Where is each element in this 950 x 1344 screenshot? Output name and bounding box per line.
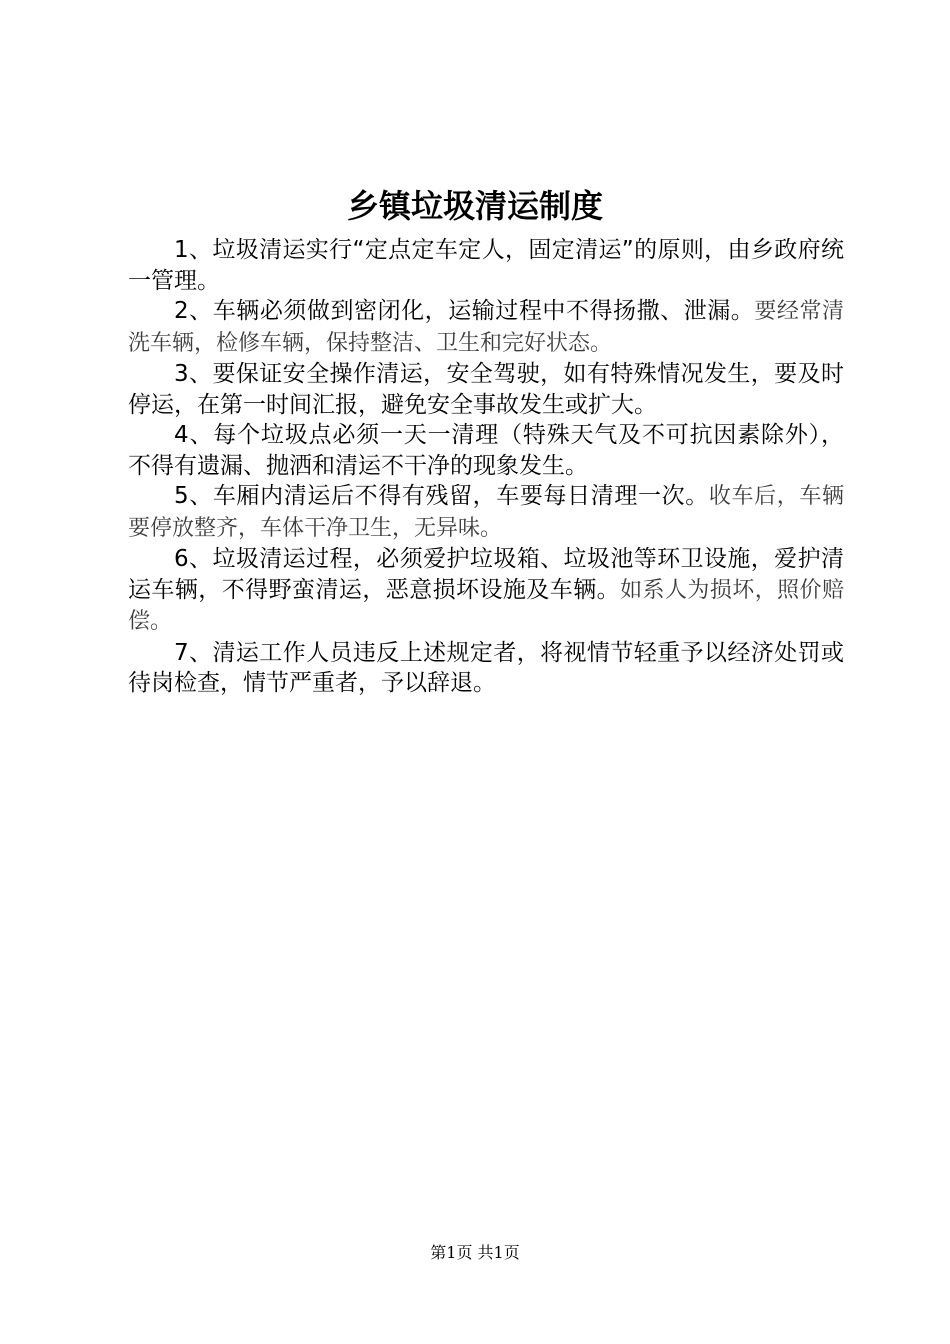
- paragraph-6-text: 6、垃圾清运过程，必须爱护垃圾箱、垃圾池等环卫设施，爱护清运车辆，不得野蛮清运，恶意损坏设施及车辆。: [128, 546, 844, 603]
- paragraph-5-text: 5、车厢内清运后不得有残留，车要每日清理一次。: [174, 483, 709, 509]
- paragraph-4-text: 4、每个垃圾点必须一天一清理（特殊天气及不可抗因素除外），不得有遗漏、抛洒和清运不干净的现象发生。: [128, 422, 844, 479]
- paragraph-6: [128, 544, 844, 638]
- page-footer: 第1页 共1页: [430, 1243, 520, 1262]
- paragraph-7-text: 7、清运工作人员违反上述规定者，将视情节轻重予以经济处罚或待岗检查，情节严重者，予以辞退。: [128, 639, 844, 696]
- document-body: [128, 235, 844, 699]
- paragraph-1-text: 1、垃圾清运实行“定点定车定人，固定清运”的原则，由乡政府统一管理。: [128, 237, 844, 294]
- paragraph-5: [128, 481, 844, 544]
- paragraph-2-note: 要经常清洗车辆，检修车辆，保持整洁、卫生和完好状态。: [128, 299, 844, 356]
- paragraph-5-note: 收车后，车辆要停放整齐，车体干净卫生，无异味。: [128, 484, 844, 541]
- paragraph-4: [128, 420, 844, 481]
- paragraph-6-note: 如系人为损坏，照价赔偿。: [128, 577, 844, 634]
- paragraph-2-text: 2、车辆必须做到密闭化，运输过程中不得扬撒、泄漏。: [174, 298, 755, 324]
- paragraph-1: [128, 235, 844, 296]
- paragraph-3: [128, 359, 844, 420]
- document-title: 乡镇垃圾清运制度: [346, 187, 603, 225]
- paragraph-2: [128, 296, 844, 359]
- paragraph-7: [128, 638, 844, 699]
- paragraph-3-text: 3、要保证安全操作清运，安全驾驶，如有特殊情况发生，要及时停运，在第一时间汇报，避免安全事故发生或扩大。: [128, 361, 844, 418]
